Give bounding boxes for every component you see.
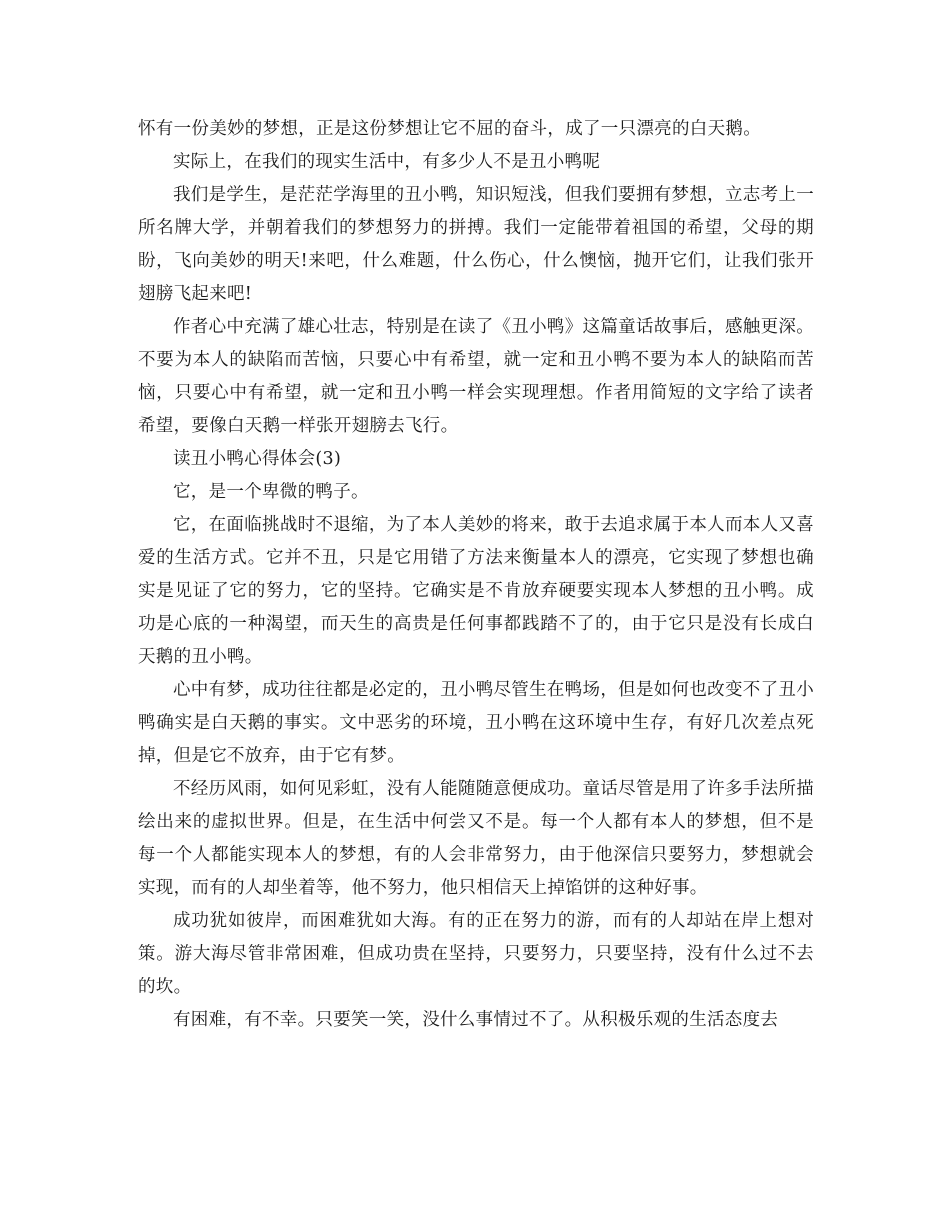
- paragraph-2: 实际上，在我们的现实生活中，有多少人不是丑小鸭呢: [173, 152, 601, 172]
- paragraph-7: 它，在面临挑战时不退缩，为了本人美妙的将来，敢于去追求属于本人而本人又喜爱的生活方式。它并不丑，只是它用错了方法来衡量本人的漂亮，它实现了梦想也确实是见证了它的努力，它的坚持。它确实是不肯放弃硬要实现本人梦想的丑小鸭。成功是心底的一种渴望，而天生的高贵是任何事都践踏不了的，由于它只是没有长成白天鹅的丑小鸭。: [138, 515, 814, 667]
- paragraph-1: 怀有一份美妙的梦想，正是这份梦想让它不屈的奋斗，成了一只漂亮的白天鹅。: [138, 119, 761, 139]
- paragraph-3: 我们是学生，是茫茫学海里的丑小鸭，知识短浅，但我们要拥有梦想，立志考上一所名牌大学，并朝着我们的梦想努力的拼搏。我们一定能带着祖国的希望，父母的期盼，飞向美妙的明天!来吧，什么难题，什么伤心，什么懊恼，抛开它们，让我们张开翅膀飞起来吧!: [138, 185, 814, 304]
- document-body: [138, 113, 814, 1037]
- paragraph-10: 成功犹如彼岸，而困难犹如大海。有的正在努力的游，而有的人却站在岸上想对策。游大海尽管非常困难，但成功贵在坚持，只要努力，只要坚持，没有什么过不去的坎。: [138, 911, 814, 997]
- paragraph-8: 心中有梦，成功往往都是必定的，丑小鸭尽管生在鸭场，但是如何也改变不了丑小鸭确实是白天鹅的事实。文中恶劣的环境，丑小鸭在这环境中生存，有好几次差点死掉，但是它不放弃，由于它有梦。: [138, 680, 814, 766]
- section-heading: 读丑小鸭心得体会(3): [173, 449, 342, 469]
- paragraph-4: 作者心中充满了雄心壮志，特别是在读了《丑小鸭》这篇童话故事后，感触更深。不要为本人的缺陷而苦恼，只要心中有希望，就一定和丑小鸭不要为本人的缺陷而苦恼，只要心中有希望，就一定和丑小鸭一样会实现理想。作者用简短的文字给了读者希望，要像白天鹅一样张开翅膀去飞行。: [138, 317, 814, 436]
- paragraph-6: 它，是一个卑微的鸭子。: [173, 482, 369, 502]
- paragraph-11: 有困难，有不幸。只要笑一笑，没什么事情过不了。从积极乐观的生活态度去: [173, 1010, 779, 1030]
- paragraph-9: 不经历风雨，如何见彩虹，没有人能随随意便成功。童话尽管是用了许多手法所描绘出来的虚拟世界。但是，在生活中何尝又不是。每一个人都有本人的梦想，但不是每一个人都能实现本人的梦想，有的人会非常努力，由于他深信只要努力，梦想就会实现，而有的人却坐着等，他不努力，他只相信天上掉馅饼的这种好事。: [138, 779, 814, 898]
